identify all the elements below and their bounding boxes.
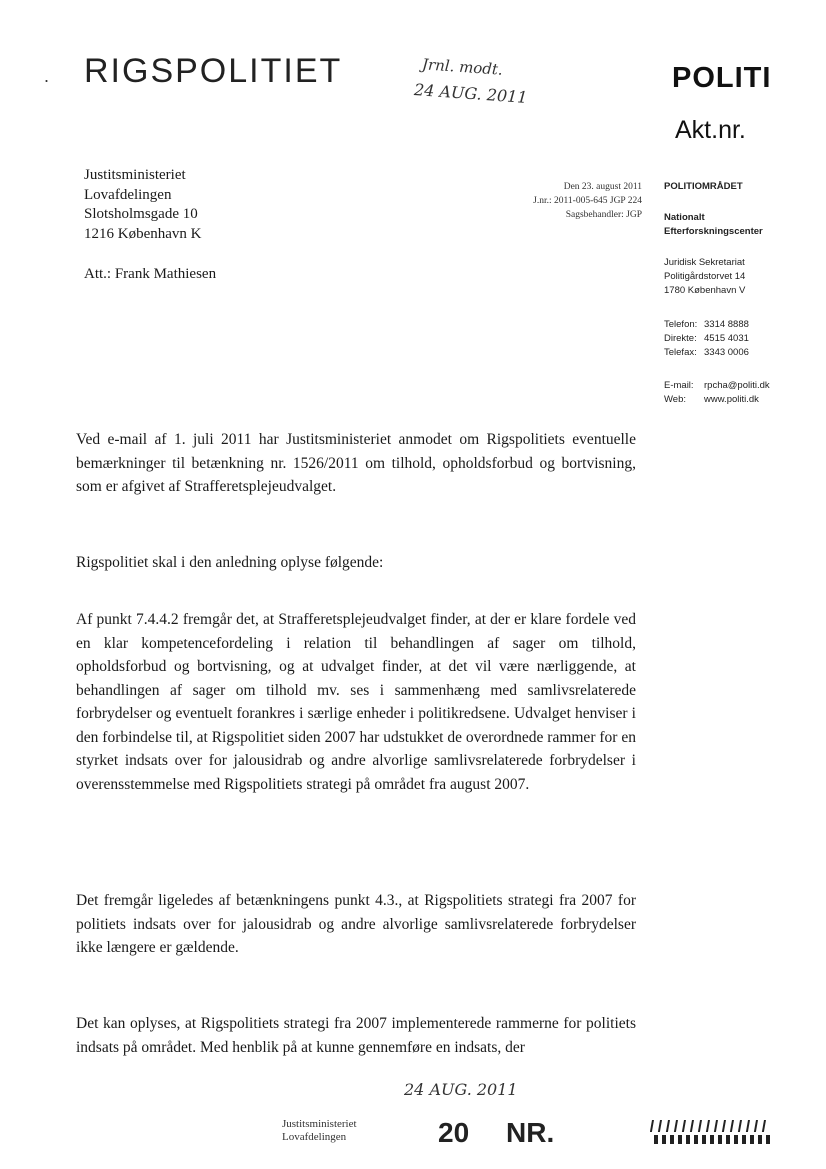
letter-date: Den 23. august 2011: [563, 182, 642, 192]
sender-address-line: Juridisk Sekretariat: [664, 257, 745, 268]
body-paragraph: Ved e-mail af 1. juli 2011 har Justitsministeriet anmodet om Rigspolitiets eventuelle bemærkninger til betænkning nr. 1526/2011 om tilhold, opholdsforbud og bortvisning, som er afgivet af Strafferetsplejeudvalget.: [76, 431, 636, 495]
letter-meta: [533, 180, 642, 222]
body-paragraph: Det fremgår ligeledes af betænkningens punkt 4.3., at Rigspolitiets strategi fra 2007 for politiets indsats over for jalousidrab og andre alvorlige samlivsrelaterede forbrydelser ikke længere er gældende.: [76, 892, 636, 956]
web-label: Web:: [664, 394, 687, 405]
attention-line: Att.: Frank Mathiesen: [84, 266, 217, 282]
footer-stamp-text: [282, 1118, 357, 1144]
recipient-line: Slotsholmsgade 10: [84, 206, 198, 222]
recipient-line: Justitsministeriet: [84, 167, 186, 183]
phone-label: Direkte:: [664, 333, 697, 344]
footer-nr: NR.: [506, 1117, 555, 1148]
sender-center: [664, 211, 763, 239]
sender-contact: [664, 379, 770, 407]
politi-logo: POLITI: [672, 62, 772, 94]
sender-address-line: Politigårdstorvet 14: [664, 271, 746, 282]
sender-phones: [664, 318, 749, 360]
bottom-date-stamp: 24 AUG. 2011: [404, 1080, 518, 1099]
phone-value: 3314 8888: [704, 319, 749, 330]
body-paragraph: Af punkt 7.4.4.2 fremgår det, at Strafferetsplejeudvalget finder, at der er klare fordele ved en klar kompetencefordeling i relation til behandlingen af sager om tilhold, opholdsforbud og bortvisning, og at udvalget finder, at det vil være nærliggende, at behandlingen af sager om tilhold mv. ses i sammenhæng med samlivsrelaterede forbrydelser og eventuelt forankres i særlige enheder i politikredsene. Udvalget henviser i den forbindelse til, at Rigspolitiet siden 2007 har udstukket de overordnede rammer for en styrket indsats over for jalousidrab og andre alvorlige samlivsrelaterede forbrydelser i overensstemmelse med Rigspolitiets strategi på området fra august 2007.: [76, 611, 636, 793]
recipient-line: 1216 København K: [84, 225, 202, 242]
footer-line: Justitsministeriet: [282, 1118, 357, 1130]
sender-division: POLITIOMRÅDET: [664, 181, 743, 192]
phone-row: [664, 346, 749, 360]
phone-label: Telefax:: [664, 347, 697, 358]
phone-value: 4515 4031: [704, 333, 749, 344]
sender-address: [664, 256, 745, 298]
email-link[interactable]: rpcha@politi.dk: [704, 380, 770, 391]
journal-number: J.nr.: 2011-005-645 JGP 224: [533, 196, 642, 206]
footer-line: Lovafdelingen: [282, 1131, 347, 1143]
footer-number: 20: [438, 1117, 470, 1148]
sender-center-line: Nationalt: [664, 212, 705, 223]
sender-address-line: 1780 København V: [664, 285, 746, 296]
sender-center-line: Efterforskningscenter: [664, 226, 763, 237]
phone-label: Telefon:: [664, 319, 698, 330]
web-link[interactable]: www.politi.dk: [704, 394, 759, 405]
phone-row: [664, 318, 749, 332]
recipient-address: [84, 166, 201, 244]
web-row: [664, 393, 770, 407]
email-row: [664, 379, 770, 393]
barcode-stamp-icon: [650, 1120, 774, 1146]
received-stamp-date: 24 AUG. 2011: [413, 80, 529, 107]
margin-mark: .: [44, 66, 50, 86]
letterhead-title: RIGSPOLITIET: [84, 52, 343, 90]
akt-nr-label: Akt.nr.: [675, 116, 746, 144]
received-stamp-label: Jrnl. modt.: [421, 55, 504, 79]
body-paragraph: Det kan oplyses, at Rigspolitiets strategi fra 2007 implementerede rammerne for politiets indsats på området. Med henblik på at kunne gennemføre en indsats, der: [76, 1015, 636, 1056]
body-paragraph: Rigspolitiet skal i den anledning oplyse følgende:: [76, 554, 384, 571]
email-label: E-mail:: [664, 380, 694, 391]
case-handler: Sagsbehandler: JGP: [565, 210, 642, 220]
recipient-line: Lovafdelingen: [84, 186, 172, 203]
phone-value: 3343 0006: [704, 347, 749, 358]
phone-row: [664, 332, 749, 346]
